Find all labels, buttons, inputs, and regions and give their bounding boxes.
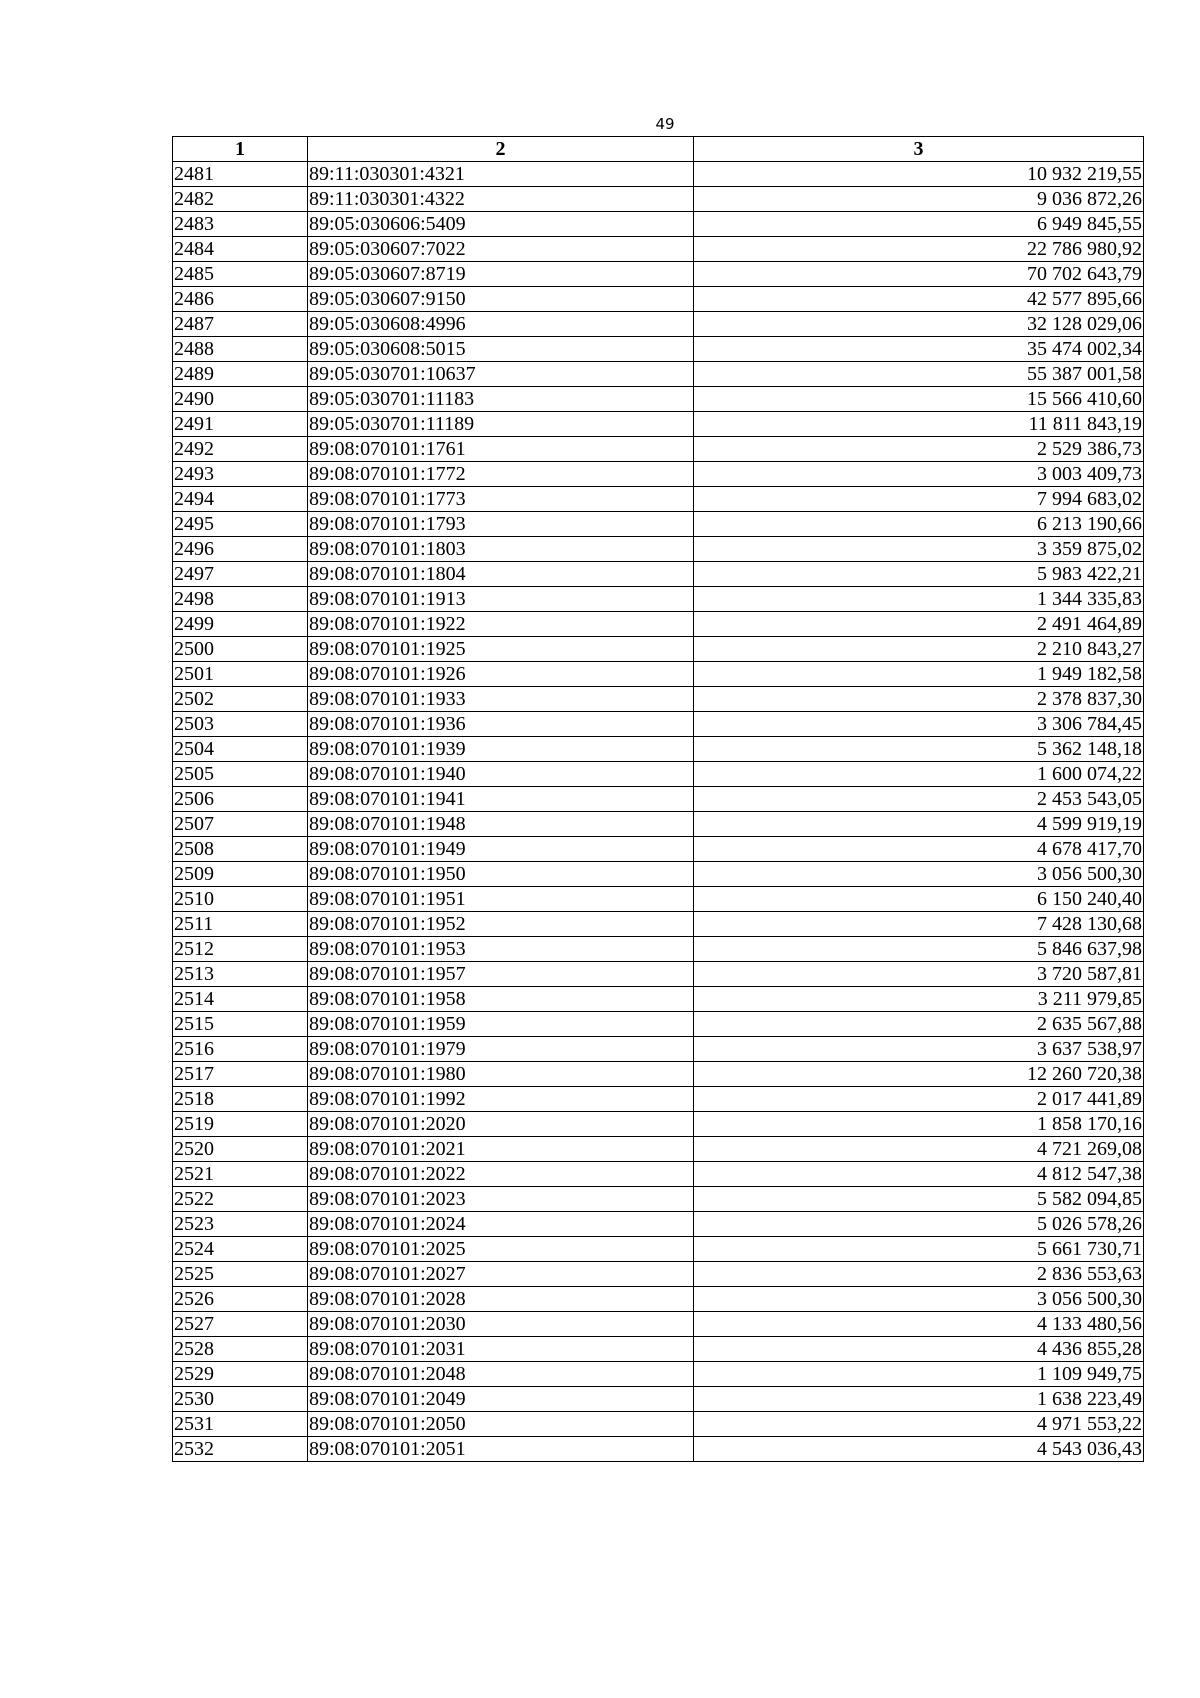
- table-row: [173, 1187, 1144, 1212]
- cadastral-value-cell: 55 387 001,58: [694, 362, 1144, 387]
- table-row: [173, 762, 1144, 787]
- table-row: [173, 962, 1144, 987]
- row-number-cell: 2508: [173, 837, 308, 862]
- cadastral-value-cell: 11 811 843,19: [694, 412, 1144, 437]
- table-body: [173, 162, 1144, 1462]
- row-number-cell: 2504: [173, 737, 308, 762]
- table-row: [173, 1012, 1144, 1037]
- cadastral-number-cell: 89:08:070101:1979: [308, 1037, 694, 1062]
- cadastral-number-cell: 89:08:070101:2050: [308, 1412, 694, 1437]
- table-row: [173, 1412, 1144, 1437]
- cadastral-number-cell: 89:08:070101:2021: [308, 1137, 694, 1162]
- table-row: [173, 1212, 1144, 1237]
- row-number-cell: 2484: [173, 237, 308, 262]
- cadastral-number-cell: 89:08:070101:1939: [308, 737, 694, 762]
- cadastral-number-cell: 89:11:030301:4322: [308, 187, 694, 212]
- cadastral-number-cell: 89:08:070101:1933: [308, 687, 694, 712]
- table-row: [173, 1087, 1144, 1112]
- column-header-3: 3: [694, 137, 1144, 162]
- table-row: [173, 362, 1144, 387]
- row-number-cell: 2482: [173, 187, 308, 212]
- table-row: [173, 1262, 1144, 1287]
- cadastral-value-cell: 4 678 417,70: [694, 837, 1144, 862]
- cadastral-number-cell: 89:08:070101:2051: [308, 1437, 694, 1462]
- cadastral-value-cell: 2 210 843,27: [694, 637, 1144, 662]
- row-number-cell: 2526: [173, 1287, 308, 1312]
- page-number: 49: [655, 115, 675, 133]
- cadastral-number-cell: 89:05:030608:5015: [308, 337, 694, 362]
- cadastral-number-cell: 89:08:070101:2049: [308, 1387, 694, 1412]
- cadastral-value-cell: 1 344 335,83: [694, 587, 1144, 612]
- row-number-cell: 2505: [173, 762, 308, 787]
- cadastral-value-cell: 3 359 875,02: [694, 537, 1144, 562]
- row-number-cell: 2523: [173, 1212, 308, 1237]
- cadastral-value-cell: 3 637 538,97: [694, 1037, 1144, 1062]
- cadastral-value-cell: 2 635 567,88: [694, 1012, 1144, 1037]
- table-row: [173, 987, 1144, 1012]
- cadastral-number-cell: 89:08:070101:2025: [308, 1237, 694, 1262]
- row-number-cell: 2498: [173, 587, 308, 612]
- cadastral-number-cell: 89:11:030301:4321: [308, 162, 694, 187]
- cadastral-value-cell: 42 577 895,66: [694, 287, 1144, 312]
- cadastral-value-cell: 10 932 219,55: [694, 162, 1144, 187]
- cadastral-value-cell: 5 362 148,18: [694, 737, 1144, 762]
- table-row: [173, 487, 1144, 512]
- table-row: [173, 887, 1144, 912]
- cadastral-number-cell: 89:05:030607:9150: [308, 287, 694, 312]
- cadastral-value-cell: 1 109 949,75: [694, 1362, 1144, 1387]
- cadastral-number-cell: 89:08:070101:1926: [308, 662, 694, 687]
- column-header-2: 2: [308, 137, 694, 162]
- cadastral-number-cell: 89:08:070101:2031: [308, 1337, 694, 1362]
- cadastral-value-cell: 3 056 500,30: [694, 1287, 1144, 1312]
- cadastral-value-cell: 2 529 386,73: [694, 437, 1144, 462]
- table-row: [173, 1387, 1144, 1412]
- header-row: [173, 137, 1144, 162]
- table-header: [173, 137, 1144, 162]
- cadastral-number-cell: 89:05:030701:11189: [308, 412, 694, 437]
- cadastral-number-cell: 89:08:070101:1773: [308, 487, 694, 512]
- cadastral-number-cell: 89:08:070101:1948: [308, 812, 694, 837]
- row-number-cell: 2491: [173, 412, 308, 437]
- row-number-cell: 2483: [173, 212, 308, 237]
- cadastral-number-cell: 89:08:070101:2024: [308, 1212, 694, 1237]
- table-row: [173, 187, 1144, 212]
- table-row: [173, 1337, 1144, 1362]
- cadastral-number-cell: 89:08:070101:1772: [308, 462, 694, 487]
- cadastral-value-cell: 3 003 409,73: [694, 462, 1144, 487]
- row-number-cell: 2489: [173, 362, 308, 387]
- row-number-cell: 2497: [173, 562, 308, 587]
- table-row: [173, 737, 1144, 762]
- cadastral-number-cell: 89:08:070101:1959: [308, 1012, 694, 1037]
- table-row: [173, 837, 1144, 862]
- table-row: [173, 1037, 1144, 1062]
- cadastral-number-cell: 89:08:070101:2030: [308, 1312, 694, 1337]
- cadastral-value-cell: 5 026 578,26: [694, 1212, 1144, 1237]
- cadastral-value-cell: 5 983 422,21: [694, 562, 1144, 587]
- table-row: [173, 212, 1144, 237]
- cadastral-value-cell: 22 786 980,92: [694, 237, 1144, 262]
- row-number-cell: 2493: [173, 462, 308, 487]
- table-row: [173, 462, 1144, 487]
- table-row: [173, 1312, 1144, 1337]
- cadastral-value-cell: 3 056 500,30: [694, 862, 1144, 887]
- cadastral-number-cell: 89:08:070101:1922: [308, 612, 694, 637]
- cadastral-number-cell: 89:05:030606:5409: [308, 212, 694, 237]
- row-number-cell: 2510: [173, 887, 308, 912]
- row-number-cell: 2509: [173, 862, 308, 887]
- cadastral-value-cell: 1 638 223,49: [694, 1387, 1144, 1412]
- cadastral-value-cell: 3 306 784,45: [694, 712, 1144, 737]
- cadastral-value-cell: 4 133 480,56: [694, 1312, 1144, 1337]
- row-number-cell: 2514: [173, 987, 308, 1012]
- cadastral-value-cell: 35 474 002,34: [694, 337, 1144, 362]
- row-number-cell: 2517: [173, 1062, 308, 1087]
- cadastral-value-cell: 4 543 036,43: [694, 1437, 1144, 1462]
- cadastral-value-cell: 1 949 182,58: [694, 662, 1144, 687]
- row-number-cell: 2513: [173, 962, 308, 987]
- cadastral-value-cell: 70 702 643,79: [694, 262, 1144, 287]
- cadastral-value-cell: 7 994 683,02: [694, 487, 1144, 512]
- table-row: [173, 537, 1144, 562]
- table-row: [173, 387, 1144, 412]
- cadastral-number-cell: 89:08:070101:2048: [308, 1362, 694, 1387]
- row-number-cell: 2481: [173, 162, 308, 187]
- cadastral-value-cell: 4 599 919,19: [694, 812, 1144, 837]
- table-row: [173, 687, 1144, 712]
- row-number-cell: 2486: [173, 287, 308, 312]
- cadastral-value-cell: 3 720 587,81: [694, 962, 1144, 987]
- row-number-cell: 2522: [173, 1187, 308, 1212]
- row-number-cell: 2518: [173, 1087, 308, 1112]
- row-number-cell: 2512: [173, 937, 308, 962]
- cadastral-number-cell: 89:08:070101:1913: [308, 587, 694, 612]
- cadastral-number-cell: 89:08:070101:1952: [308, 912, 694, 937]
- cadastral-value-cell: 7 428 130,68: [694, 912, 1144, 937]
- row-number-cell: 2495: [173, 512, 308, 537]
- cadastral-value-cell: 4 812 547,38: [694, 1162, 1144, 1187]
- row-number-cell: 2511: [173, 912, 308, 937]
- cadastral-number-cell: 89:08:070101:1940: [308, 762, 694, 787]
- cadastral-number-cell: 89:08:070101:1980: [308, 1062, 694, 1087]
- row-number-cell: 2525: [173, 1262, 308, 1287]
- table-row: [173, 912, 1144, 937]
- cadastral-number-cell: 89:08:070101:1949: [308, 837, 694, 862]
- table-row: [173, 587, 1144, 612]
- row-number-cell: 2529: [173, 1362, 308, 1387]
- table-row: [173, 662, 1144, 687]
- cadastral-value-cell: 32 128 029,06: [694, 312, 1144, 337]
- row-number-cell: 2503: [173, 712, 308, 737]
- row-number-cell: 2519: [173, 1112, 308, 1137]
- table-row: [173, 637, 1144, 662]
- table-row: [173, 512, 1144, 537]
- row-number-cell: 2485: [173, 262, 308, 287]
- cadastral-number-cell: 89:08:070101:2020: [308, 1112, 694, 1137]
- table-row: [173, 1062, 1144, 1087]
- cadastral-value-cell: 4 721 269,08: [694, 1137, 1144, 1162]
- row-number-cell: 2488: [173, 337, 308, 362]
- cadastral-value-cell: 9 036 872,26: [694, 187, 1144, 212]
- cadastral-number-cell: 89:05:030607:7022: [308, 237, 694, 262]
- cadastral-number-cell: 89:08:070101:2028: [308, 1287, 694, 1312]
- table-row: [173, 412, 1144, 437]
- cadastral-number-cell: 89:08:070101:1804: [308, 562, 694, 587]
- cadastral-number-cell: 89:08:070101:1941: [308, 787, 694, 812]
- table-row: [173, 1112, 1144, 1137]
- cadastral-value-cell: 1 600 074,22: [694, 762, 1144, 787]
- table-row: [173, 162, 1144, 187]
- cadastral-value-cell: 4 436 855,28: [694, 1337, 1144, 1362]
- cadastral-number-cell: 89:08:070101:1958: [308, 987, 694, 1012]
- table-row: [173, 1362, 1144, 1387]
- cadastral-number-cell: 89:08:070101:1950: [308, 862, 694, 887]
- cadastral-value-cell: 5 661 730,71: [694, 1237, 1144, 1262]
- cadastral-value-cell: 6 150 240,40: [694, 887, 1144, 912]
- cadastral-value-cell: 2 836 553,63: [694, 1262, 1144, 1287]
- row-number-cell: 2506: [173, 787, 308, 812]
- row-number-cell: 2520: [173, 1137, 308, 1162]
- row-number-cell: 2500: [173, 637, 308, 662]
- cadastral-value-cell: 5 846 637,98: [694, 937, 1144, 962]
- row-number-cell: 2492: [173, 437, 308, 462]
- table-row: [173, 1437, 1144, 1462]
- table-row: [173, 562, 1144, 587]
- row-number-cell: 2515: [173, 1012, 308, 1037]
- row-number-cell: 2530: [173, 1387, 308, 1412]
- cadastral-value-table: [172, 136, 1144, 1462]
- row-number-cell: 2524: [173, 1237, 308, 1262]
- cadastral-number-cell: 89:05:030701:10637: [308, 362, 694, 387]
- table-row: [173, 712, 1144, 737]
- table-row: [173, 937, 1144, 962]
- row-number-cell: 2528: [173, 1337, 308, 1362]
- row-number-cell: 2487: [173, 312, 308, 337]
- row-number-cell: 2496: [173, 537, 308, 562]
- cadastral-number-cell: 89:08:070101:2022: [308, 1162, 694, 1187]
- table-row: [173, 812, 1144, 837]
- cadastral-value-cell: 1 858 170,16: [694, 1112, 1144, 1137]
- table-row: [173, 1287, 1144, 1312]
- cadastral-number-cell: 89:05:030608:4996: [308, 312, 694, 337]
- cadastral-value-cell: 2 017 441,89: [694, 1087, 1144, 1112]
- cadastral-number-cell: 89:08:070101:1925: [308, 637, 694, 662]
- table-row: [173, 1162, 1144, 1187]
- table-row: [173, 337, 1144, 362]
- cadastral-value-cell: 3 211 979,85: [694, 987, 1144, 1012]
- row-number-cell: 2527: [173, 1312, 308, 1337]
- row-number-cell: 2521: [173, 1162, 308, 1187]
- cadastral-number-cell: 89:08:070101:2027: [308, 1262, 694, 1287]
- cadastral-value-cell: 6 949 845,55: [694, 212, 1144, 237]
- row-number-cell: 2531: [173, 1412, 308, 1437]
- table-row: [173, 787, 1144, 812]
- table-row: [173, 287, 1144, 312]
- table-row: [173, 612, 1144, 637]
- cadastral-value-cell: 6 213 190,66: [694, 512, 1144, 537]
- cadastral-number-cell: 89:08:070101:1992: [308, 1087, 694, 1112]
- cadastral-number-cell: 89:05:030701:11183: [308, 387, 694, 412]
- row-number-cell: 2501: [173, 662, 308, 687]
- cadastral-value-cell: 2 378 837,30: [694, 687, 1144, 712]
- cadastral-number-cell: 89:08:070101:1936: [308, 712, 694, 737]
- row-number-cell: 2532: [173, 1437, 308, 1462]
- row-number-cell: 2502: [173, 687, 308, 712]
- cadastral-value-cell: 5 582 094,85: [694, 1187, 1144, 1212]
- cadastral-value-cell: 12 260 720,38: [694, 1062, 1144, 1087]
- cadastral-number-cell: 89:05:030607:8719: [308, 262, 694, 287]
- cadastral-number-cell: 89:08:070101:1761: [308, 437, 694, 462]
- cadastral-number-cell: 89:08:070101:2023: [308, 1187, 694, 1212]
- row-number-cell: 2490: [173, 387, 308, 412]
- cadastral-value-cell: 4 971 553,22: [694, 1412, 1144, 1437]
- cadastral-value-cell: 2 453 543,05: [694, 787, 1144, 812]
- row-number-cell: 2516: [173, 1037, 308, 1062]
- cadastral-value-cell: 2 491 464,89: [694, 612, 1144, 637]
- table-row: [173, 262, 1144, 287]
- table-row: [173, 237, 1144, 262]
- cadastral-number-cell: 89:08:070101:1951: [308, 887, 694, 912]
- row-number-cell: 2499: [173, 612, 308, 637]
- row-number-cell: 2507: [173, 812, 308, 837]
- table-row: [173, 862, 1144, 887]
- column-header-1: 1: [173, 137, 308, 162]
- table-row: [173, 437, 1144, 462]
- table-row: [173, 312, 1144, 337]
- cadastral-number-cell: 89:08:070101:1803: [308, 537, 694, 562]
- table-row: [173, 1137, 1144, 1162]
- cadastral-value-cell: 15 566 410,60: [694, 387, 1144, 412]
- table-row: [173, 1237, 1144, 1262]
- cadastral-number-cell: 89:08:070101:1793: [308, 512, 694, 537]
- row-number-cell: 2494: [173, 487, 308, 512]
- cadastral-number-cell: 89:08:070101:1953: [308, 937, 694, 962]
- cadastral-number-cell: 89:08:070101:1957: [308, 962, 694, 987]
